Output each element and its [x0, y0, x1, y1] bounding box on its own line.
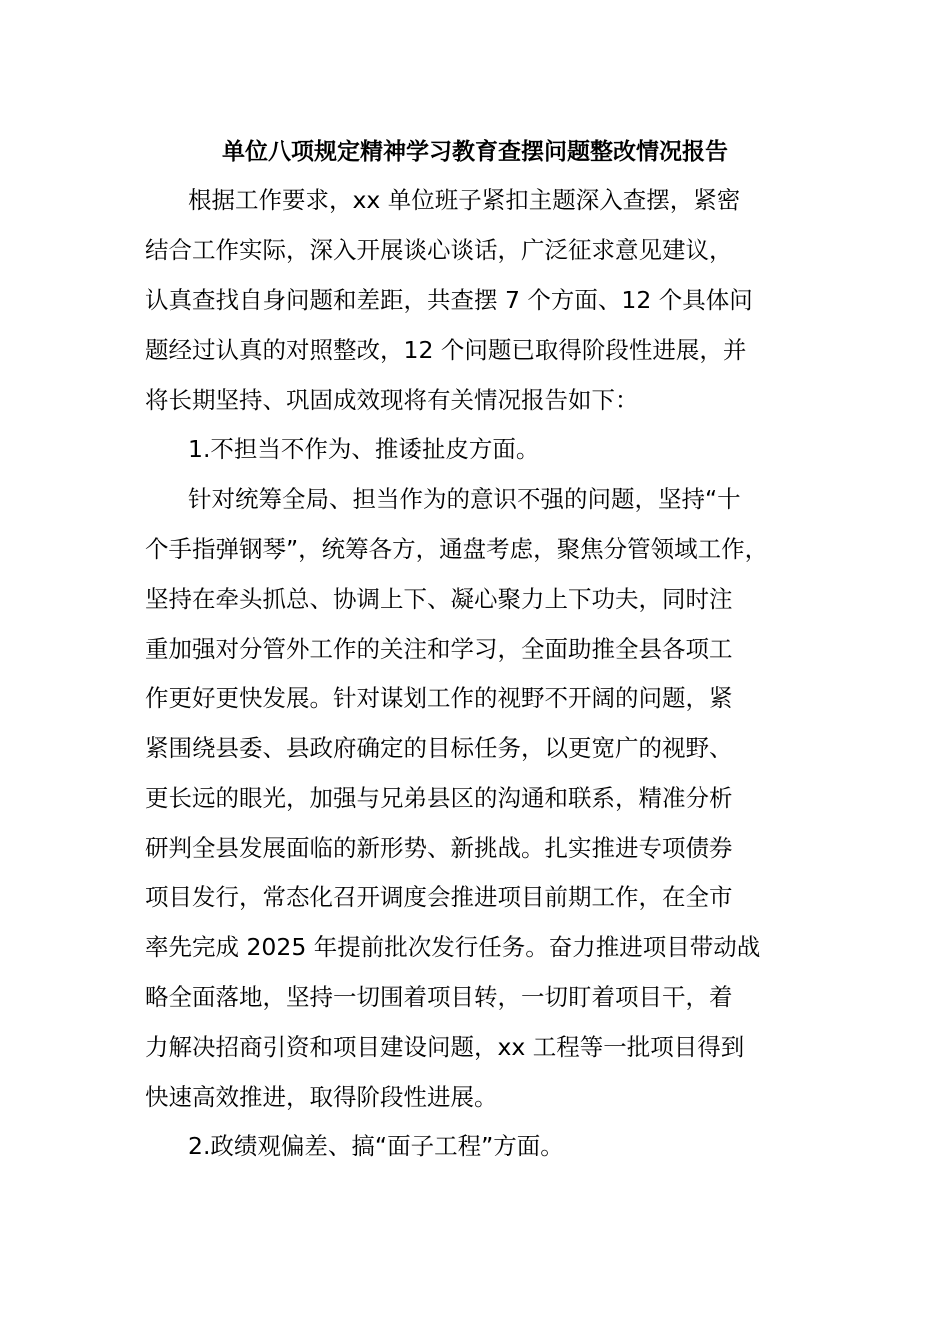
body-line: 将长期坚持、巩固成效现将有关情况报告如下：: [145, 386, 639, 414]
document-title: 单位八项规定精神学习教育查摆问题整改情况报告: [222, 139, 728, 165]
body-line: 作更好更快发展。针对谋划工作的视野不开阔的问题，紧: [145, 684, 733, 712]
body-line: 快速高效推进，取得阶段性进展。: [145, 1083, 498, 1111]
body-line: 针对统筹全局、担当作为的意识不强的问题，坚持“十: [188, 485, 741, 513]
body-line: 研判全县发展面临的新形势、新挑战。扎实推进专项债券: [145, 834, 733, 862]
section-heading-2: 2.政绩观偏差、搞“面子工程”方面。: [188, 1132, 564, 1160]
body-line: 力解决招商引资和项目建设问题，xx 工程等一批项目得到: [145, 1033, 745, 1061]
body-line: 紧围绕县委、县政府确定的目标任务，以更宽广的视野、: [145, 734, 733, 762]
body-line: 认真查找自身问题和差距，共查摆 7 个方面、12 个具体问: [145, 286, 753, 314]
body-line: 坚持在牵头抓总、协调上下、凝心聚力上下功夫，同时注: [145, 585, 733, 613]
body-line: 题经过认真的对照整改，12 个问题已取得阶段性进展，并: [145, 336, 747, 364]
section-heading-1: 1.不担当不作为、推诿扯皮方面。: [188, 435, 540, 463]
body-line: 更长远的眼光，加强与兄弟县区的沟通和联系，精准分析: [145, 784, 733, 812]
body-line: 结合工作实际，深入开展谈心谈话，广泛征求意见建议，: [145, 236, 733, 264]
body-line: 率先完成 2025 年提前批次发行任务。奋力推进项目带动战: [145, 933, 761, 961]
body-line: 略全面落地，坚持一切围着项目转，一切盯着项目干，着: [145, 983, 733, 1011]
body-line: 重加强对分管外工作的关注和学习，全面助推全县各项工: [145, 635, 733, 663]
body-line: 项目发行，常态化召开调度会推进项目前期工作，在全市: [145, 883, 733, 911]
body-line: 个手指弹钢琴”，统筹各方，通盘考虑，聚焦分管领域工作，: [145, 535, 769, 563]
body-line: 根据工作要求，xx 单位班子紧扣主题深入查摆，紧密: [188, 186, 741, 214]
